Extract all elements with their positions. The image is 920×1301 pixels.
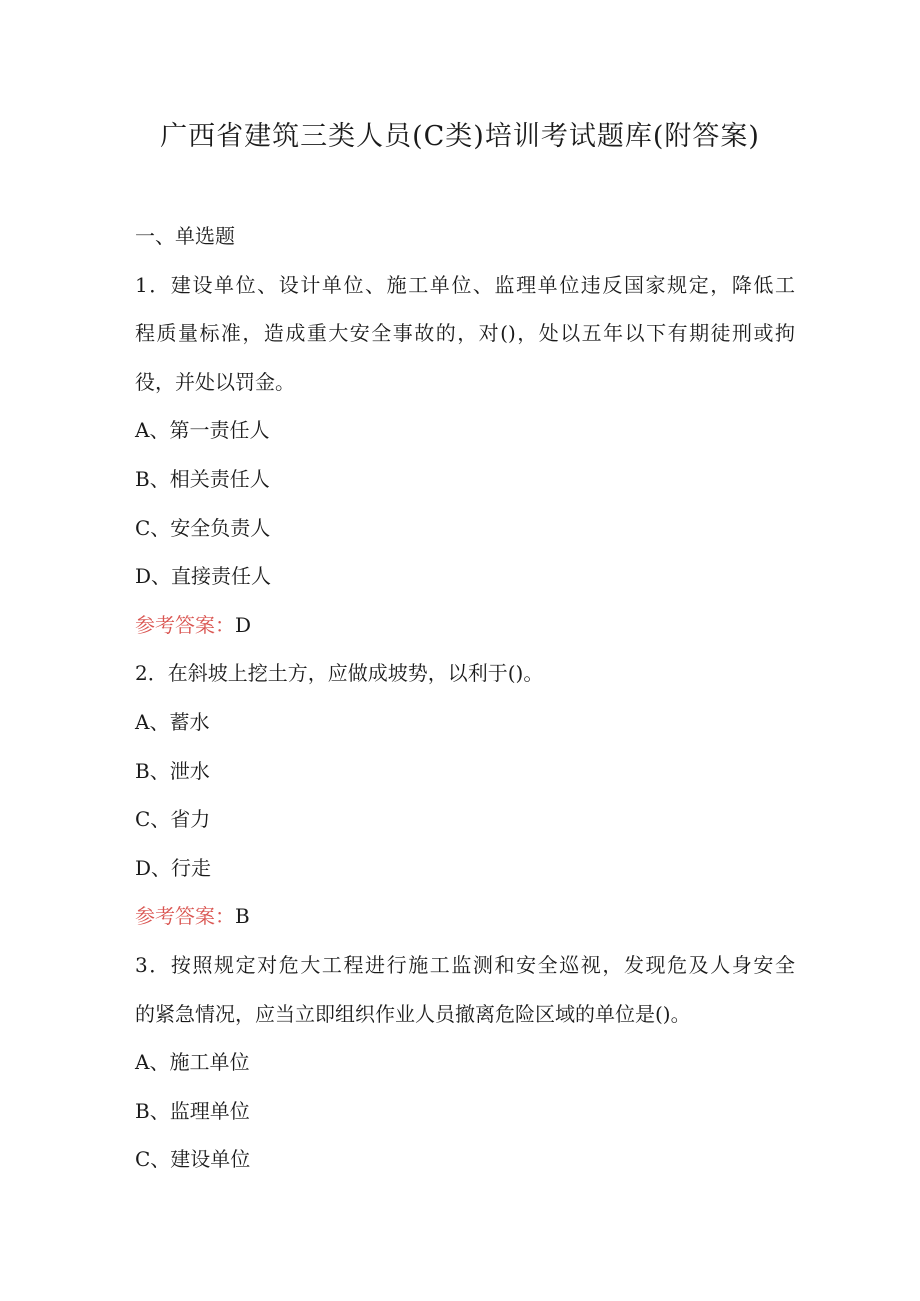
answer-value: B bbox=[235, 904, 250, 929]
question-1-option-c: C、安全负责人 bbox=[135, 515, 271, 540]
section-heading: 一、单选题 bbox=[135, 224, 235, 248]
document-title: 广西省建筑三类人员(C类)培训考试题库(附答案) bbox=[160, 121, 760, 152]
question-2-option-a: A、蓄水 bbox=[135, 709, 210, 734]
question-3-option-b: B、监理单位 bbox=[135, 1098, 250, 1123]
question-1-answer bbox=[135, 601, 795, 650]
question-2-option-c: C、省力 bbox=[135, 807, 211, 832]
answer-value: D bbox=[235, 612, 252, 637]
question-list bbox=[135, 212, 795, 1184]
question-2-text-line-1: 2．在斜坡上挖土方，应做成坡势，以利于()。 bbox=[135, 661, 544, 686]
question-3-text-line-2: 的紧急情况，应当立即组织作业人员撤离危险区域的单位是()。 bbox=[135, 1001, 691, 1026]
question-1-option-b: B、相关责任人 bbox=[135, 466, 270, 491]
question-1-text-line-3: 役，并处以罚金。 bbox=[135, 369, 295, 394]
question-1-text-line-1: 1．建设单位、设计单位、施工单位、监理单位违反国家规定，降低工 bbox=[135, 272, 795, 297]
question-2-option-b: B、泄水 bbox=[135, 758, 210, 783]
question-2-answer bbox=[135, 892, 795, 941]
question-3-text-line-1: 3．按照规定对危大工程进行施工监测和安全巡视，发现危及人身安全 bbox=[135, 952, 795, 977]
question-2-option-d: D、行走 bbox=[135, 855, 212, 880]
answer-label: 参考答案： bbox=[135, 904, 235, 929]
question-3-option-c: C、建设单位 bbox=[135, 1147, 251, 1172]
answer-label: 参考答案： bbox=[135, 612, 235, 637]
question-1-option-a: A、第一责任人 bbox=[135, 418, 270, 443]
question-3-option-a: A、施工单位 bbox=[135, 1050, 250, 1075]
question-1-option-d: D、直接责任人 bbox=[135, 564, 272, 589]
question-1-text-line-2: 程质量标准，造成重大安全事故的，对()，处以五年以下有期徒刑或拘 bbox=[135, 321, 795, 346]
